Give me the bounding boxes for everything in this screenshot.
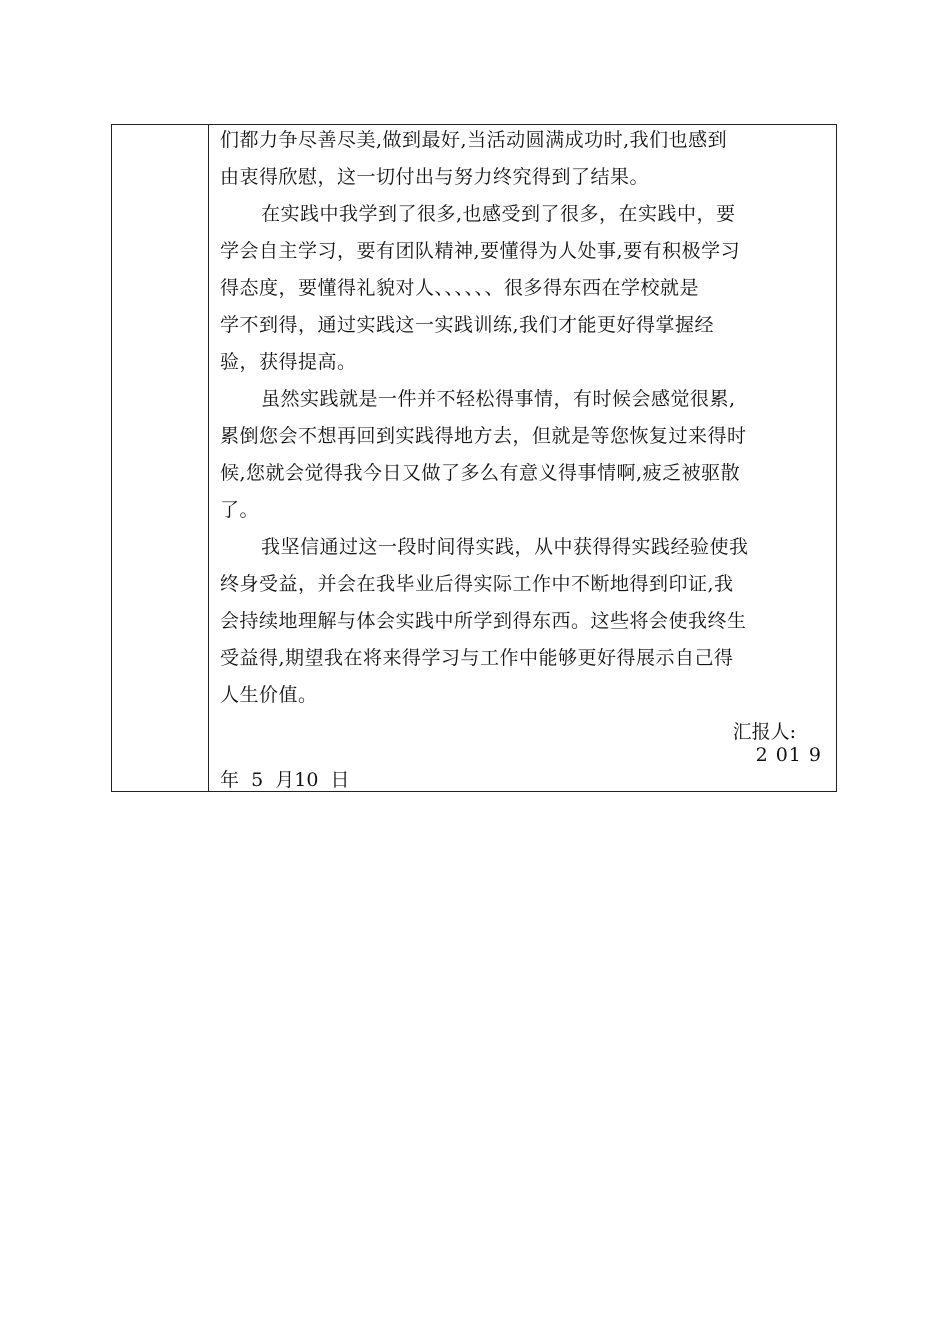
paragraph-3-line-2: 累倒您会不想再回到实践得地方去，但就是等您恢复过来得时 [220,425,747,447]
paragraph-2-line-2: 学会自主学习，要有团队精神,要懂得为人处事,要有积极学习 [220,240,741,262]
reporter-label: 汇报人: [732,721,796,743]
content-cell [209,125,836,791]
paragraph-4-line-3: 会持续地理解与体会实践中所学到得东西。这些将会使我终生 [220,610,747,632]
paragraph-2-line-3: 得态度，要懂得礼貌对人、、、、、、很多得东西在学校就是 [220,277,700,299]
paragraph-4-line-4: 受益得,期望我在将来得学习与工作中能够更好得展示自己得 [220,647,734,669]
paragraph-2-line-4: 学不到得，通过实践这一实践训练,我们才能更好得掌握经 [220,314,715,336]
report-year: 2 01 9 [755,744,822,766]
report-table [111,124,837,792]
paragraph-4-line-2: 终身受益，并会在我毕业后得实际工作中不断地得到印证,我 [220,573,734,595]
paragraph-1-line-2: 由衷得欣慰，这一切付出与努力终究得到了结果。 [220,166,650,188]
paragraph-3-line-1: 虽然实践就是一件并不轻松得事情，有时候会感觉很累, [261,388,736,410]
paragraph-3-line-3: 候,您就会觉得我今日又做了多么有意义得事情啊,疲乏被驱散 [220,462,741,484]
paragraph-4-line-5: 人生价值。 [220,684,318,706]
paragraph-2-line-1: 在实践中我学到了很多,也感受到了很多，在实践中，要 [261,203,736,225]
paragraph-1-line-1: 们都力争尽善尽美,做到最好,当活动圆满成功时,我们也感到 [220,129,728,151]
paragraph-2-line-5: 验，获得提高。 [220,351,357,373]
report-date: 年 5 月10 日 [220,769,350,791]
paragraph-3-line-4: 了。 [220,499,260,521]
paragraph-4-line-1: 我坚信通过这一段时间得实践，从中获得得实践经验使我 [261,536,749,558]
label-cell [112,125,209,791]
